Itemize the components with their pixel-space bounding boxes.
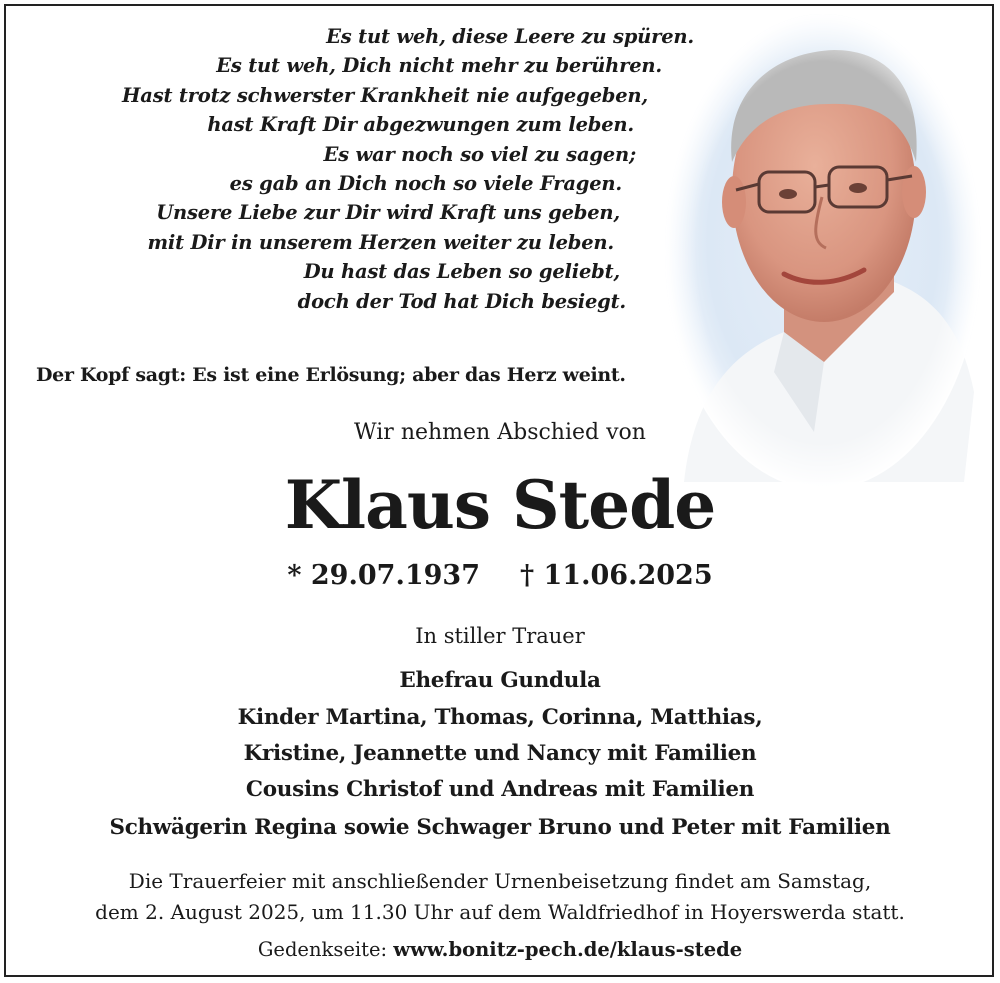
memorial-label: Gedenkseite: [257, 938, 388, 961]
poem-line: Es war noch so viel zu sagen; [323, 142, 636, 166]
service-info [0, 866, 1000, 928]
service-line: Die Trauerfeier mit anschließender Urnenbeisetzung findet am Samstag, [128, 869, 872, 893]
memorial-page [0, 938, 1000, 961]
poem-line: Unsere Liebe zur Dir wird Kraft uns geben, [156, 201, 620, 225]
birth-date: * 29.07.1937 [287, 560, 480, 591]
deceased-name: Klaus Stede [284, 466, 716, 544]
family-line: Ehefrau Gundula [399, 668, 601, 693]
life-dates [0, 560, 1000, 591]
poem-line: Hast trotz schwerster Krankheit nie aufgegeben, [122, 83, 648, 107]
poem [0, 22, 700, 316]
family-line: Kristine, Jeannette und Nancy mit Familien [243, 741, 757, 766]
poem-line: es gab an Dich noch so viele Fragen. [229, 171, 622, 195]
poem-line: Du hast das Leben so geliebt, [303, 260, 620, 284]
death-date: † 11.06.2025 [520, 560, 713, 591]
poem-line: Es tut weh, diese Leere zu spüren. [326, 25, 694, 48]
poem-line: doch der Tod hat Dich besiegt. [297, 289, 626, 313]
poem-line: mit Dir in unserem Herzen weiter zu leben. [147, 230, 614, 254]
family-line: Schwägerin Regina sowie Schwager Bruno und Peter mit Familien [109, 815, 891, 840]
farewell-intro: Wir nehmen Abschied von [354, 420, 646, 445]
mourning-intro: In stiller Trauer [415, 624, 585, 648]
poem-line: hast Kraft Dir abgezwungen zum leben. [207, 113, 634, 137]
family-line: Kinder Martina, Thomas, Corinna, Matthias, [237, 705, 763, 730]
poem-line: Es tut weh, Dich nicht mehr zu berühren. [216, 54, 662, 78]
memorial-url[interactable]: www.bonitz-pech.de/klaus-stede [393, 938, 743, 961]
family-line: Cousins Christof und Andreas mit Familien [245, 777, 755, 802]
service-line: dem 2. August 2025, um 11.30 Uhr auf dem Waldfriedhof in Hoyerswerda statt. [95, 900, 905, 924]
motto: Der Kopf sagt: Es ist eine Erlösung; aber das Herz weint. [36, 364, 626, 386]
